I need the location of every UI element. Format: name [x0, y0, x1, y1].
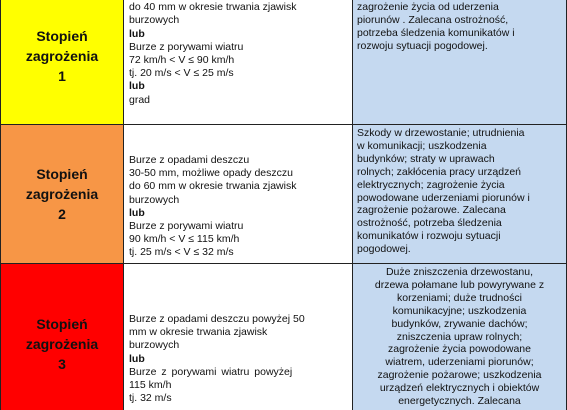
effect-line: wiatrem, uderzeniami piorunów;	[385, 356, 534, 369]
effect-line: budynków, zrywanie dachów;	[391, 317, 528, 330]
effect-line: elektrycznych; zagrożenie życia	[357, 178, 505, 191]
effect-line: piorunów . Zalecana ostrożność,	[357, 13, 509, 26]
condition-line: do 60 mm w okresie trwania zjawisk	[129, 180, 297, 193]
effect-line: pogodowej.	[357, 243, 411, 256]
condition-line: 72 km/h < V ≤ 90 km/h	[129, 54, 235, 67]
effect-line: rozwoju sytuacji pogodowej.	[357, 39, 488, 52]
effect-line: komunikacyjne; uszkodzenia	[392, 304, 527, 317]
effect-line: powodowane uderzeniami piorunów i	[357, 191, 530, 204]
table-row-level-2	[1, 125, 567, 264]
effect-line: potrzeba śledzenia komunikatów i	[357, 26, 515, 39]
condition-line: Burze z opadami deszczu powyżej 50	[129, 313, 305, 325]
condition-line: burzowych	[129, 14, 180, 27]
level-label-3: Stopień zagrożenia 3	[25, 316, 99, 372]
effects-cell-3	[353, 264, 567, 410]
condition-or: lub	[129, 80, 145, 93]
condition-line: tj. 32 m/s	[129, 392, 172, 405]
conditions-cell-1	[124, 0, 353, 125]
condition-line: Burze z porywami wiatru	[129, 220, 244, 233]
effect-line: budynków; straty w uprawach	[357, 152, 495, 165]
level-label-1: Stopień zagrożenia 1	[25, 27, 99, 84]
condition-line: do 40 mm w okresie trwania zjawisk	[129, 1, 297, 14]
effect-line: Szkody w drzewostanie; utrudnienia	[357, 127, 525, 139]
condition-line: grad	[129, 93, 151, 106]
condition-or: lub	[129, 27, 145, 40]
table-row-level-3	[1, 264, 567, 410]
effect-line: Duże zniszczenia drzewostanu,	[385, 266, 534, 278]
effect-line: zagrożenie pożarowe; uszkodzenia	[377, 369, 542, 382]
condition-line: mm w okresie trwania zjawisk	[129, 326, 268, 339]
effect-line: w komunikacji; uszkodzenia	[357, 139, 487, 152]
condition-line: 30-50 mm, możliwe opady deszczu	[129, 167, 293, 180]
effect-line: korzeniami; duże trudności	[397, 291, 522, 304]
condition-or: lub	[129, 352, 145, 365]
effects-cell-2	[353, 125, 567, 264]
effects-cell-1	[353, 0, 567, 125]
condition-line: 115 km/h	[129, 379, 172, 392]
condition-line: Burze z porywami wiatru	[129, 40, 244, 53]
effect-line: ostrożność, potrzeba śledzenia	[357, 217, 502, 230]
effect-line: drzewa połamane lub powyrywane z	[374, 278, 545, 291]
level-label-2: Stopień zagrożenia 2	[25, 166, 99, 222]
table-row-level-1	[1, 0, 567, 125]
condition-line: 90 km/h < V ≤ 115 km/h	[129, 233, 240, 246]
effect-line: zniszczenia upraw rolnych;	[396, 330, 523, 343]
effect-line: zagrożenie życia od uderzenia	[357, 0, 499, 13]
condition-line: Burze z porywami wiatru powyżej	[129, 365, 293, 378]
level-cell-1	[1, 0, 124, 125]
condition-line: burzowych	[129, 193, 180, 206]
effect-line: komunikatów i rozwoju sytuacji	[357, 230, 501, 243]
condition-line: tj. 20 m/s < V ≤ 25 m/s	[129, 67, 234, 80]
effect-line: rolnych; zakłócenia pracy urządzeń	[357, 165, 522, 178]
condition-line: tj. 25 m/s < V ≤ 32 m/s	[129, 246, 234, 259]
effect-line: zagrożenie życia powodowane	[387, 343, 531, 356]
condition-line: burzowych	[129, 339, 180, 352]
conditions-cell-3	[124, 264, 353, 410]
condition-line: Burze z opadami deszczu	[129, 154, 250, 166]
effect-line: zagrożenie pożarowe. Zalecana	[357, 204, 506, 217]
condition-or: lub	[129, 206, 145, 219]
effect-line: urządzeń elektrycznych i obiektów	[379, 382, 540, 395]
level-cell-2	[1, 125, 124, 264]
level-cell-3	[1, 264, 124, 410]
conditions-cell-2	[124, 125, 353, 264]
effect-line: energetycznych. Zalecana	[398, 395, 521, 408]
